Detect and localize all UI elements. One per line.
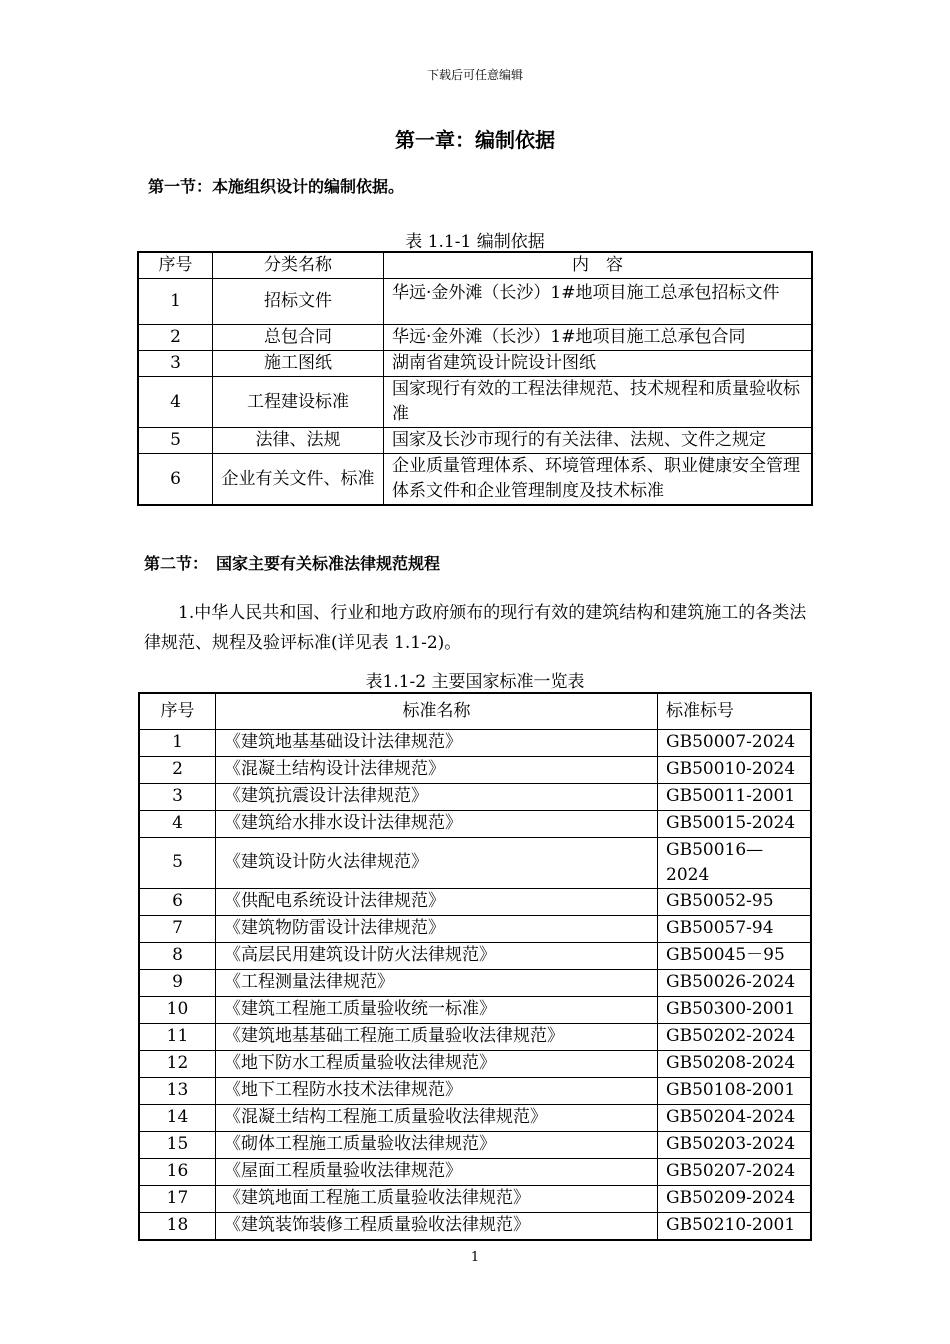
table1-header-category: 分类名称 xyxy=(213,252,384,279)
table2-cell-code: GB50016—2024 xyxy=(658,837,812,888)
table1-cell-category: 招标文件 xyxy=(213,279,384,325)
table2-cell-no: 8 xyxy=(139,942,216,969)
table2-cell-code: GB50208-2024 xyxy=(658,1050,812,1077)
table1-header-row xyxy=(138,252,812,279)
table2-cell-code: GB50015-2024 xyxy=(658,810,812,837)
table2-cell-name: 《建筑装饰装修工程质量验收法律规范》 xyxy=(216,1212,658,1240)
table2-cell-no: 18 xyxy=(139,1212,216,1240)
table2-cell-name: 《建筑地面工程施工质量验收法律规范》 xyxy=(216,1185,658,1212)
table2-cell-name: 《地下工程防水技术法律规范》 xyxy=(216,1077,658,1104)
table2-cell-no: 1 xyxy=(139,729,216,756)
table2-cell-name: 《混凝土结构工程施工质量验收法律规范》 xyxy=(216,1104,658,1131)
table2-cell-no: 14 xyxy=(139,1104,216,1131)
table1-cell-no: 2 xyxy=(138,325,213,351)
table2-cell-name: 《建筑给水排水设计法律规范》 xyxy=(216,810,658,837)
table2-cell-name: 《高层民用建筑设计防火法律规范》 xyxy=(216,942,658,969)
table2-cell-code: GB50300-2001 xyxy=(658,996,812,1023)
table-row xyxy=(139,837,811,888)
table2-cell-no: 2 xyxy=(139,756,216,783)
table1-cell-category: 法律、法规 xyxy=(213,428,384,454)
page-number: 1 xyxy=(470,1250,480,1265)
table2-cell-code: GB50207-2024 xyxy=(658,1158,812,1185)
table2-cell-no: 6 xyxy=(139,888,216,915)
table-row xyxy=(139,1131,811,1158)
table2-cell-name: 《建筑地基基础工程施工质量验收法律规范》 xyxy=(216,1023,658,1050)
chapter-title: 第一章：编制依据 xyxy=(395,128,555,152)
table-row xyxy=(139,888,811,915)
table2-cell-name: 《建筑抗震设计法律规范》 xyxy=(216,783,658,810)
table-row xyxy=(139,996,811,1023)
table1-cell-content: 企业质量管理体系、环境管理体系、职业健康安全管理体系文件和企业管理制度及技术标准 xyxy=(384,454,813,506)
table2-cell-name: 《砌体工程施工质量验收法律规范》 xyxy=(216,1131,658,1158)
table2-cell-code: GB50007-2024 xyxy=(658,729,812,756)
table2-cell-code: GB50010-2024 xyxy=(658,756,812,783)
table2-cell-name: 《建筑设计防火法律规范》 xyxy=(216,837,658,888)
table2-cell-name: 《混凝土结构设计法律规范》 xyxy=(216,756,658,783)
table1-cell-category: 工程建设标准 xyxy=(213,377,384,428)
table2-cell-no: 15 xyxy=(139,1131,216,1158)
table1-cell-category: 企业有关文件、标准 xyxy=(213,454,384,506)
table2-header-no: 序号 xyxy=(139,693,216,729)
table-row xyxy=(139,1185,811,1212)
section1-title: 第一节：本施组织设计的编制依据。 xyxy=(148,177,405,196)
table2-cell-no: 3 xyxy=(139,783,216,810)
table2-cell-no: 12 xyxy=(139,1050,216,1077)
table2-cell-no: 4 xyxy=(139,810,216,837)
table2-cell-no: 7 xyxy=(139,915,216,942)
table2-header-code: 标准标号 xyxy=(658,693,812,729)
table2-cell-code: GB50108-2001 xyxy=(658,1077,812,1104)
table1-cell-no: 3 xyxy=(138,351,213,377)
paragraph-body: 1.中华人民共和国、行业和地方政府颁布的现行有效的建筑结构和建筑施工的各类法律规范、规程及验评标准(详见表 1.1-2)。 xyxy=(144,603,807,653)
table2-cell-code: GB50210-2001 xyxy=(658,1212,812,1240)
table2-cell-code: GB50202-2024 xyxy=(658,1023,812,1050)
table2-cell-code: GB50204-2024 xyxy=(658,1104,812,1131)
table-row xyxy=(139,969,811,996)
table1-compilation-basis xyxy=(137,251,813,506)
table1-cell-category: 施工图纸 xyxy=(213,351,384,377)
table-row xyxy=(138,428,812,454)
table1-caption: 表 1.1-1 编制依据 xyxy=(405,232,545,252)
table-row xyxy=(139,1050,811,1077)
table-row xyxy=(139,1077,811,1104)
table2-cell-code: GB50045－95 xyxy=(658,942,812,969)
table-row xyxy=(139,783,811,810)
table-row xyxy=(139,942,811,969)
table1-cell-content: 国家及长沙市现行的有关法律、法规、文件之规定 xyxy=(384,428,813,454)
table2-cell-name: 《供配电系统设计法律规范》 xyxy=(216,888,658,915)
table-row xyxy=(139,1023,811,1050)
table1-cell-content: 国家现行有效的工程法律规范、技术规程和质量验收标准 xyxy=(384,377,813,428)
table1-cell-no: 6 xyxy=(138,454,213,506)
table-row xyxy=(138,325,812,351)
table-row xyxy=(139,729,811,756)
table2-cell-no: 5 xyxy=(139,837,216,888)
table2-body xyxy=(139,729,811,1240)
table1-header-content: 内 容 xyxy=(384,252,813,279)
header-note: 下载后可任意编辑 xyxy=(426,68,523,82)
table2-cell-no: 13 xyxy=(139,1077,216,1104)
table2-cell-name: 《工程测量法律规范》 xyxy=(216,969,658,996)
table2-cell-no: 9 xyxy=(139,969,216,996)
table2-cell-name: 《建筑地基基础设计法律规范》 xyxy=(216,729,658,756)
table2-cell-code: GB50203-2024 xyxy=(658,1131,812,1158)
table2-cell-name: 《建筑物防雷设计法律规范》 xyxy=(216,915,658,942)
table1-cell-content: 湖南省建筑设计院设计图纸 xyxy=(384,351,813,377)
table2-cell-name: 《地下防水工程质量验收法律规范》 xyxy=(216,1050,658,1077)
table1-header-no: 序号 xyxy=(138,252,213,279)
table-row xyxy=(138,279,812,325)
table2-caption: 表1.1-2 主要国家标准一览表 xyxy=(365,672,585,692)
table-row xyxy=(139,1212,811,1240)
table-row xyxy=(138,454,812,506)
table-row xyxy=(139,915,811,942)
table2-cell-code: GB50011-2001 xyxy=(658,783,812,810)
table-row xyxy=(139,1104,811,1131)
table2-national-standards xyxy=(138,692,812,1241)
table2-cell-code: GB50209-2024 xyxy=(658,1185,812,1212)
table2-cell-no: 17 xyxy=(139,1185,216,1212)
table2-header-row xyxy=(139,693,811,729)
table2-cell-code: GB50052-95 xyxy=(658,888,812,915)
table2-cell-name: 《屋面工程质量验收法律规范》 xyxy=(216,1158,658,1185)
table1-cell-no: 5 xyxy=(138,428,213,454)
table1-cell-content: 华远·金外滩（长沙）1#地项目施工总承包合同 xyxy=(384,325,813,351)
table-row xyxy=(138,351,812,377)
table-row xyxy=(139,810,811,837)
table2-cell-name: 《建筑工程施工质量验收统一标准》 xyxy=(216,996,658,1023)
table2-cell-no: 10 xyxy=(139,996,216,1023)
table2-header-name: 标准名称 xyxy=(216,693,658,729)
table2-cell-code: GB50026-2024 xyxy=(658,969,812,996)
table-row xyxy=(138,377,812,428)
table1-cell-content: 华远·金外滩（长沙）1#地项目施工总承包招标文件 xyxy=(384,279,813,325)
section2-title: 第二节： 国家主要有关标准法律规范规程 xyxy=(144,554,441,573)
table1-cell-no: 4 xyxy=(138,377,213,428)
table1-cell-category: 总包合同 xyxy=(213,325,384,351)
table1-cell-no: 1 xyxy=(138,279,213,325)
table2-cell-no: 11 xyxy=(139,1023,216,1050)
table2-cell-code: GB50057-94 xyxy=(658,915,812,942)
table-row xyxy=(139,756,811,783)
table-row xyxy=(139,1158,811,1185)
table2-cell-no: 16 xyxy=(139,1158,216,1185)
